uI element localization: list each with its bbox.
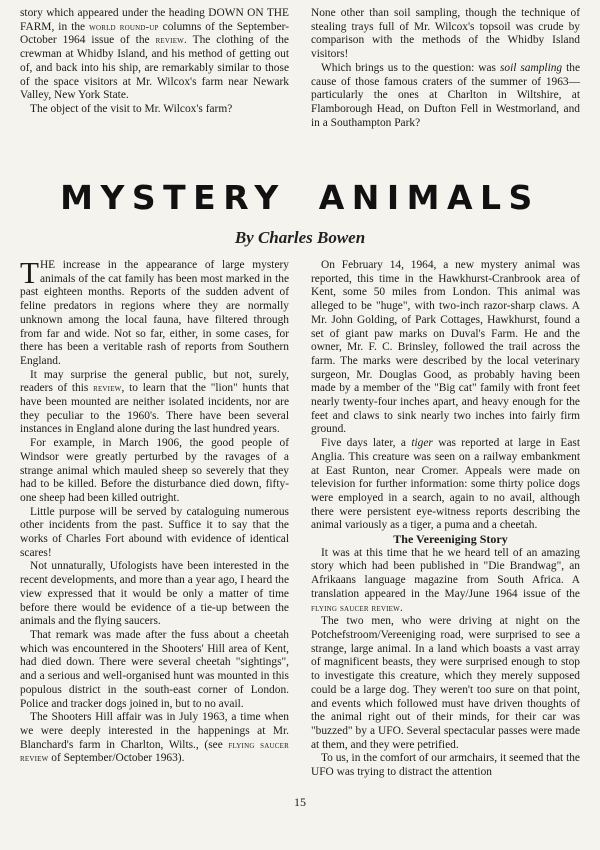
paragraph: It may surprise the general public, but not, surely, readers of this review, to learn that the "lion" hunts that have been mounted are neither isolated incidents, nor are they peculiar to the 1960's. There have been several instances in England alone during the last hundred years. bbox=[20, 368, 289, 436]
paragraph: The object of the visit to Mr. Wilcox's farm? bbox=[30, 102, 233, 115]
paragraph: The two men, who were driving at night on the Potchefstroom/Vereeniging road, were surprised to see a strange, large animal. In a land which boasts a vast array of magnificent beasts, they were surprised enough to stop to investigate this creature, which they merely supposed could be a large dog. They weren't too sure on that point, and events which followed must have driven thoughts of the animal right out of their minds, for their car was "buzzed" by a UFO. Several spectacular passes were made at them, and they were petrified. bbox=[311, 615, 580, 751]
article-byline: By Charles Bowen bbox=[234, 228, 366, 247]
paragraph: The Shooters Hill affair was in July 1963, a time when we were deeply interested in the happenings at Mr. Blanchard's farm in Charlton, Wilts., (see flying saucer review of September/October 1963). bbox=[20, 711, 289, 765]
paragraph: It was at this time that he we heard tell of an amazing story which had been published in "Die Brandwag", an Afrikaans language magazine from South Africa. A translation appeared in the May/June 1964 issue of the flying saucer review. bbox=[311, 546, 580, 614]
page-number: 15 bbox=[294, 795, 306, 809]
paragraph: story which appeared under the heading DOWN ON THE FARM, in the world round-up columns of the September-October 1964 issue of the review. The clothing of the crewman at Whidby Island, and his method of getting out of, and back into his ship, are remarkably similar to those of the space visitors at Mr. Wilcox's farm near Newark Valley, New York State. bbox=[20, 7, 289, 102]
paragraph: Little purpose will be served by cataloguing numerous other incidents from the past. Suffice it to say that the works of Charles Fort abound with evidence of identical scares! bbox=[20, 505, 289, 559]
article-right-column bbox=[311, 259, 580, 780]
article-title: MYSTERY ANIMALS bbox=[60, 178, 540, 217]
article-left-column bbox=[20, 255, 289, 766]
section-subheading: The Vereeniging Story bbox=[393, 532, 508, 547]
paragraph: That remark was made after the fuss about a cheetah which was encountered in the Shooters' Hill area of Kent, had died down. There were several cheetah "sightings", and a serious and well-organised hunt was mounted in this populous district in the south-east corner of London. Police and tracker dogs joined in, but to no avail. bbox=[20, 628, 289, 710]
paragraph: Not unnaturally, Ufologists have been interested in the recent developments, and more than a year ago, I heard the view expressed that it would be only a matter of time before there would be evidence of a tie-up between the animals and the flying saucers. bbox=[20, 560, 289, 628]
paragraph: None other than soil sampling, though the technique of stealing trays full of Mr. Wilcox's topsoil was crude by comparison with the methods of the Whidby Island visitors! bbox=[311, 7, 580, 61]
previous-article-right-column bbox=[311, 7, 580, 130]
paragraph: On February 14, 1964, a new mystery animal was reported, this time in the Hawkhurst-Cranbrook area of Kent, some 50 miles from London. This animal was alleged to be "huge", with two-inch razor-sharp claws. A Mr. John Golding, of Park Cottages, Hawkhurst, found a set of giant paw marks on Duval's Farm. He and the owner, Mr. F. C. Brinsley, followed the trail across the farm. The marks were described by the local veterinary surgeon, Mr. Douglas Good, as probably having been made by a member of the "Big cat" family with front feet nearly twenty-four inches apart, and heavy enough for the feet and claws to sink nearly two inches into fairly firm ground. bbox=[311, 259, 580, 436]
paragraph: Which brings us to the question: was soil sampling the cause of those famous craters of the summer of 1963—particularly the ones at Charlton in Wiltshire, at Flamborough Head, on Dufton Fell in Westmorland, and in a Southampton Park? bbox=[311, 61, 580, 129]
paragraph: For example, in March 1906, the good people of Windsor were greatly perturbed by the ravages of a strange animal which mauled sheep so severely that they had to be killed. Before the disturbance died down, fifty-one sheep had been killed outright. bbox=[20, 437, 289, 504]
opening-paragraph: THE increase in the appearance of large mystery animals of the cat family has been most marked in the past eighteen months. Reports of the sudden advent of feline predators in regions where they are normally unknown among the local fauna, have filtered through from far and wide. Not so far, either, in some cases, for there has been a veritable rash of reports from Southern England. bbox=[20, 255, 289, 367]
paragraph: Five days later, a tiger was reported at large in East Anglia. This creature was seen on a railway embankment at East Runton, near Cromer. Appeals were made on television for further information: some thirty police dogs were employed in a search, again to no avail, although there were persistent eye-witness reports describing the animal variously as a tiger, a puma and a cheetah. bbox=[311, 437, 581, 532]
previous-article-left-column bbox=[20, 7, 289, 117]
drop-cap: T bbox=[20, 255, 39, 290]
paragraph: To us, in the comfort of our armchairs, it seemed that the UFO was trying to distract the attention bbox=[311, 752, 580, 779]
